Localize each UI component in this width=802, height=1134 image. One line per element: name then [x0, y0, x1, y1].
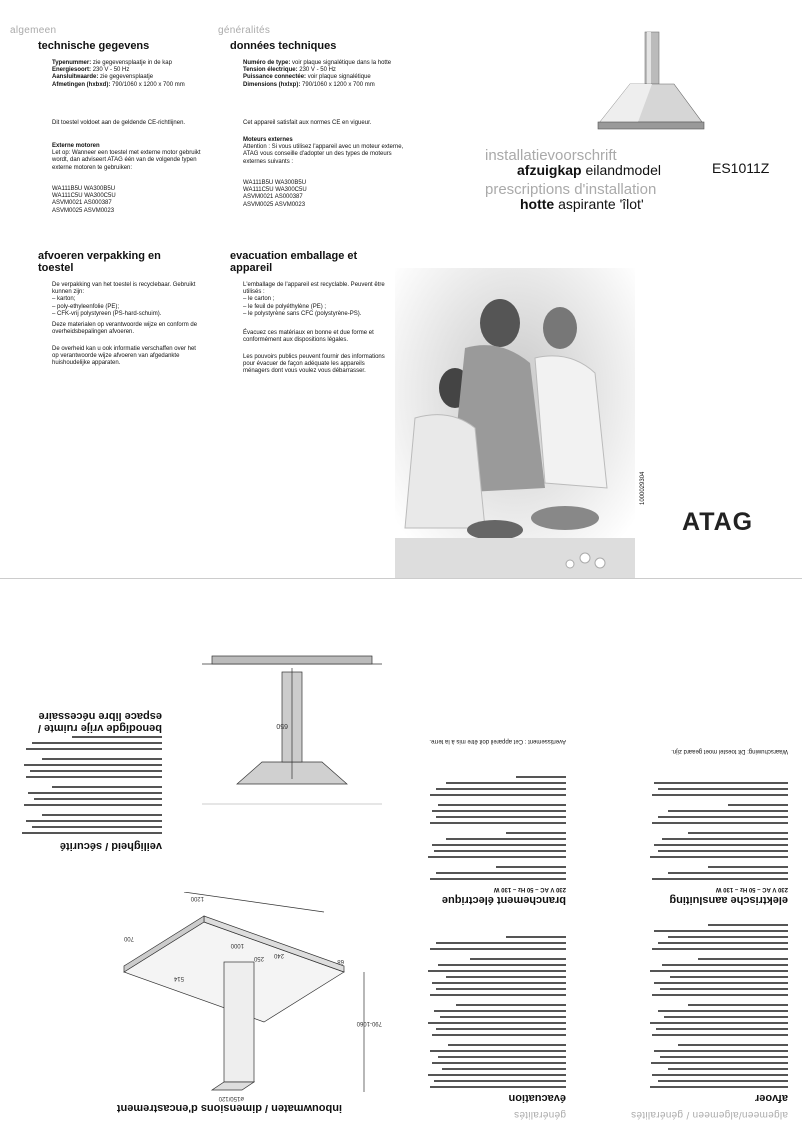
bottom-half-rotated	[0, 580, 802, 1134]
models-fr: WA111B5U WA300B5U WA111C5U WA300C5U ASVM0021 AS000387 ASVM0025 ASVM0023	[243, 180, 307, 208]
dim-790-1060: 790-1060	[356, 1020, 382, 1026]
elec-nl-title: elektrische aansluiting	[669, 894, 788, 906]
disposal-p2-fr: Évacuez ces matériaux en bonne et due forme et conformément aux dispositions légales.	[243, 330, 374, 344]
fold-line	[0, 578, 802, 579]
dim-240: 240	[273, 952, 284, 958]
disposal-title-nl: afvoeren verpakking en toestel	[38, 250, 161, 274]
dim-514: 514	[173, 975, 184, 981]
dim-250: 250	[253, 955, 264, 961]
section-label-fr: généralités	[218, 25, 271, 36]
evacuation-title: évacuation	[508, 1092, 566, 1104]
dim-1000: 1000	[230, 942, 244, 948]
disposal-p3-fr: Les pouvoirs publics peuvent fournir des informations pour évacuer de façon adéquate les appareils ménagers dont vous voulez vous débarrasser.	[243, 354, 385, 375]
safety-text-block	[12, 714, 162, 834]
ce-text-fr: Cet appareil satisfait aux normes CE en vigueur.	[243, 120, 372, 126]
dim-1200: 1200	[190, 895, 204, 901]
install-title-nl: installatievoorschrift	[485, 147, 617, 164]
dim-700: 700	[123, 935, 134, 941]
afvoer-title: afvoer	[754, 1092, 788, 1104]
motors-fr: Moteurs externes Attention : Si vous utilisez l'appareil avec un moteur externe, ATAG vous conseille d'adopter un des types de moteurs externes suivants :	[243, 137, 404, 165]
elec-nl-sub: 230 V AC – 50 Hz – 130 W	[715, 886, 788, 892]
elec-fr-sub: 230 V AC – 50 Hz – 130 W	[493, 886, 566, 892]
afvoer-text-block	[648, 888, 788, 1088]
models-nl: WA111B5U WA300B5U WA111C5U WA300C5U ASVM0021 AS000387 ASVM0025 ASVM0023	[52, 186, 116, 214]
specs-nl: Typenummer: zie gegevensplaatje in de kap Energiesoort: 230 V - 50 Hz Aansluitwaarde: zie gegevensplaatje Afmetingen (hxbxd): 790/1060 x 1200 x 700 mm	[52, 60, 185, 88]
dim-diameter: ø150/120	[218, 1095, 244, 1101]
bottom-section-left: algemeen/algemeen / généralités	[630, 1109, 788, 1120]
elec-nl-text-block	[648, 760, 788, 880]
disposal-p3-nl: De overheid kan u ook informatie verschaffen over het op verantwoorde wijze afvoeren van afgedankte huishoudelijke apparaten.	[52, 346, 196, 367]
clearance-diagram	[192, 634, 392, 824]
product-title-fr: hotte aspirante 'îlot'	[520, 196, 644, 212]
space-title: benodigde vrije ruimte / espace libre nécessaire	[37, 710, 162, 734]
motors-nl: Externe motoren Let op: Wanneer een toestel met externe motor gebruikt wordt, dan adviseert ATAG één van de volgende typen externe motoren te gebruiken:	[52, 143, 201, 171]
disposal-p1-fr: L'emballage de l'appareil est recyclable. Peuvent être utilisés : – le carton ; – le feuil de polyéthylène (PE) ; – le polystyrène sans CFC (polystyrène-PS).	[243, 282, 385, 317]
warning-fr: Avertissement : Cet appareil doit être mis à la terre.	[429, 738, 566, 744]
dims-title: inbouwmaten / dimensions d'encastrement	[116, 1102, 342, 1114]
ce-text-nl: Dit toestel voldoet aan de geldende CE-richtlijnen.	[52, 120, 186, 126]
model-number: ES1011Z	[712, 160, 770, 176]
hood-illustration	[590, 28, 710, 136]
disposal-p1-nl: De verpakking van het toestel is recyclebaar. Gebruikt kunnen zijn: – karton; – poly-ethyleenfolie (PE); – CFK-vrij polystyreen (PS-hard-schuim).	[52, 282, 196, 317]
disposal-p2-nl: Deze materialen op verantwoorde wijze en conform de overheidsbepalingen afvoeren.	[52, 322, 198, 336]
elec-fr-text-block	[426, 750, 566, 880]
cooking-photo	[395, 268, 635, 578]
dim-650: 650	[276, 722, 288, 729]
technical-data-title-nl: technische gegevens	[38, 40, 150, 52]
section-label-nl: algemeen	[10, 25, 57, 36]
evacuation-text-block	[426, 888, 566, 1088]
document-code: 1000029304	[640, 471, 646, 505]
warning-nl: Waarschuwing: Dit toestel moet geaard zijn.	[671, 748, 788, 754]
technical-data-title-fr: données techniques	[230, 40, 337, 52]
dim-68: 68	[337, 958, 344, 964]
elec-fr-title: branchement électrique	[441, 894, 566, 906]
install-title-fr: prescriptions d'installation	[485, 181, 657, 198]
dimension-drawing	[94, 892, 384, 1122]
specs-fr: Numéro de type: voir plaque signalétique dans la hotte Tension électrique: 230 V - 50 Hz Puissance connectée: voir plaque signalétique Dimensions (hxlxp): 790/1060 x 1200 x 700 mm	[243, 60, 392, 88]
atag-logo: ATAG	[682, 508, 754, 536]
product-title-nl: afzuigkap eilandmodel	[517, 162, 661, 178]
bottom-section-right: généralités	[513, 1109, 566, 1120]
disposal-title-fr: evacuation emballage et appareil	[230, 250, 358, 274]
safety-title: veiligheid / sécurité	[59, 840, 162, 852]
